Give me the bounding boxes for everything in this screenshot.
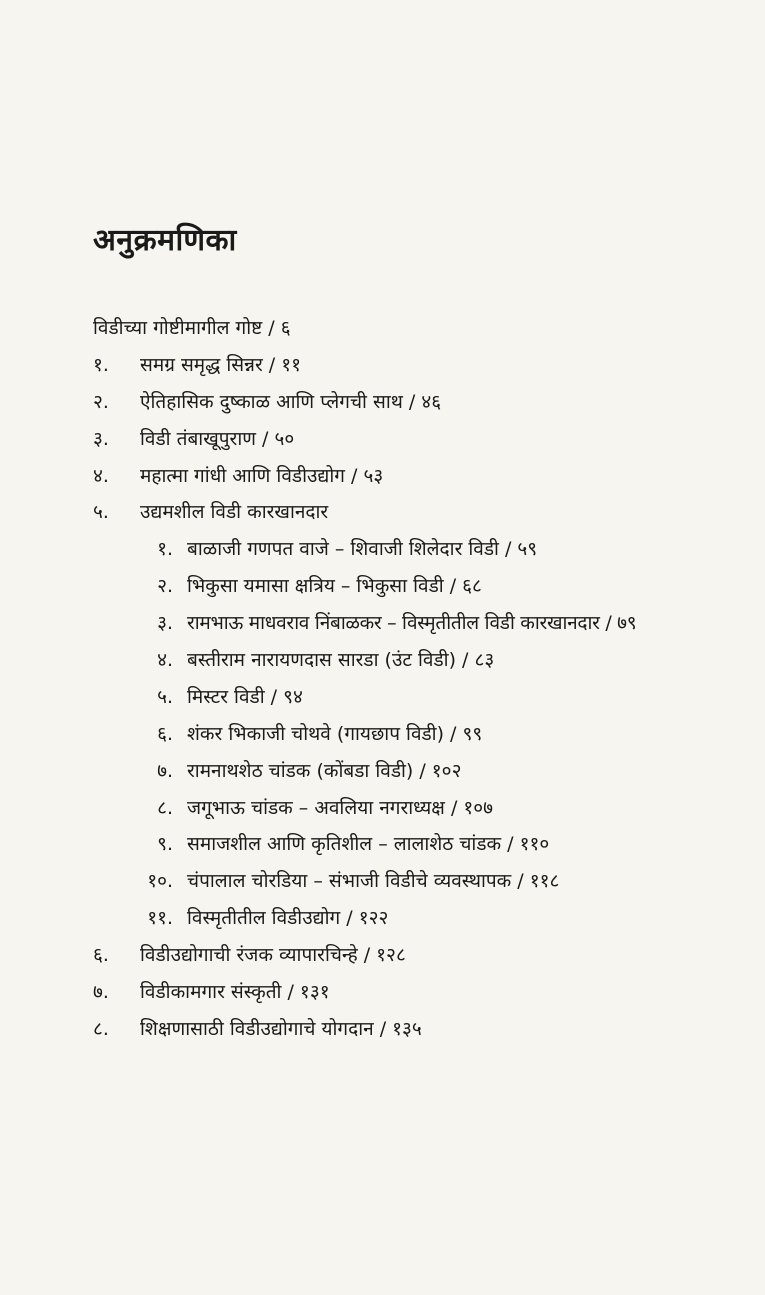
toc-sub-entry-number: ४.	[157, 649, 173, 672]
toc-entry-text: विडीकामगार संस्कृती / १३१	[140, 981, 330, 1004]
toc-entry-text: महात्मा गांधी आणि विडीउद्योग / ५३	[140, 464, 384, 487]
toc-sub-entry	[0, 829, 765, 866]
toc-sub-entry-text: समाजशील आणि कृतिशील – लालाशेठ चांडक / ११०	[187, 833, 550, 856]
toc-entry	[0, 940, 765, 977]
toc-sub-entry	[0, 608, 765, 645]
toc-sub-entry-text: जगूभाऊ चांडक – अवलिया नगराध्यक्ष / १०७	[187, 796, 494, 819]
toc-entry-text: समग्र समृद्ध सिन्नर / ११	[140, 353, 301, 376]
toc-sub-entry-text: बाळाजी गणपत वाजे – शिवाजी शिलेदार विडी / ५९	[187, 538, 538, 561]
toc-entry-number: २.	[93, 390, 109, 413]
toc-sub-entry	[0, 866, 765, 903]
toc-entry	[0, 1014, 765, 1051]
toc-sub-entry-number: ७.	[157, 759, 173, 782]
toc-entry-number: ५.	[93, 501, 109, 524]
toc-entry-number: ८.	[93, 1017, 109, 1040]
toc-sub-entry	[0, 534, 765, 571]
toc-sub-entry-number: ३.	[157, 612, 173, 635]
toc-entry-text: विडी तंबाखूपुराण / ५०	[140, 427, 295, 450]
toc-entry	[0, 461, 765, 498]
toc-sub-entry-text: भिकुसा यमासा क्षत्रिय – भिकुसा विडी / ६८	[187, 575, 482, 598]
toc-entry	[0, 350, 765, 387]
toc-sub-entry	[0, 793, 765, 830]
toc-sub-entry-number: ९.	[157, 833, 173, 856]
toc-sub-entry-number: ५.	[157, 685, 173, 708]
toc-entry-number: ४.	[93, 464, 109, 487]
toc-entry-text: शिक्षणासाठी विडीउद्योगाचे योगदान / १३५	[140, 1017, 422, 1040]
toc-sub-entry-number: १.	[157, 538, 173, 561]
toc-sub-entry-number: ६.	[157, 722, 173, 745]
toc-entry-text: विडीच्या गोष्टीमागील गोष्ट / ६	[93, 317, 291, 339]
toc-sub-entry-text: शंकर भिकाजी चोथवे (गायछाप विडी) / ९९	[187, 722, 483, 745]
toc-intro-entry	[0, 313, 765, 350]
toc-sub-entry-number: ८.	[157, 796, 173, 819]
toc-entry-number: ७.	[93, 981, 109, 1004]
toc-sub-entry-number: २.	[157, 575, 173, 598]
page-title: अनुक्रमणिका	[93, 223, 237, 258]
toc-entry-number: ३.	[93, 427, 109, 450]
toc-entry-number: १.	[93, 353, 109, 376]
toc-sub-entry-number: १०.	[147, 870, 173, 893]
toc-sub-entry-text: मिस्टर विडी / ९४	[187, 685, 303, 708]
toc-entry	[0, 387, 765, 424]
toc-sub-entry-text: बस्तीराम नारायणदास सारडा (उंट विडी) / ८३	[187, 649, 495, 672]
toc-sub-entry-number: ११.	[147, 907, 173, 930]
toc-sub-entry	[0, 682, 765, 719]
toc-entry-text: ऐतिहासिक दुष्काळ आणि प्लेगची साथ / ४६	[140, 390, 442, 413]
toc-sub-entry	[0, 571, 765, 608]
toc-entry	[0, 497, 765, 534]
toc-entry	[0, 424, 765, 461]
toc-sub-entry-text: चंपालाल चोरडिया – संभाजी विडीचे व्यवस्थापक / ११८	[187, 870, 560, 893]
toc-entry-text: उद्यमशील विडी कारखानदार	[140, 501, 329, 524]
toc-sub-entry-text: विस्मृतीतील विडीउद्योग / १२२	[187, 907, 389, 930]
toc-sub-entry	[0, 645, 765, 682]
toc-sub-entry	[0, 756, 765, 793]
toc-entry-text: विडीउद्योगाची रंजक व्यापारचिन्हे / १२८	[140, 944, 406, 967]
toc-sub-entry	[0, 903, 765, 940]
table-of-contents	[0, 313, 765, 1051]
toc-sub-entry	[0, 719, 765, 756]
toc-entry	[0, 977, 765, 1014]
toc-sub-entry-text: रामभाऊ माधवराव निंबाळकर – विस्मृतीतील विडी कारखानदार / ७९	[187, 612, 637, 635]
toc-sub-entry-text: रामनाथशेठ चांडक (कोंबडा विडी) / १०२	[187, 759, 462, 782]
toc-entry-number: ६.	[93, 944, 109, 967]
